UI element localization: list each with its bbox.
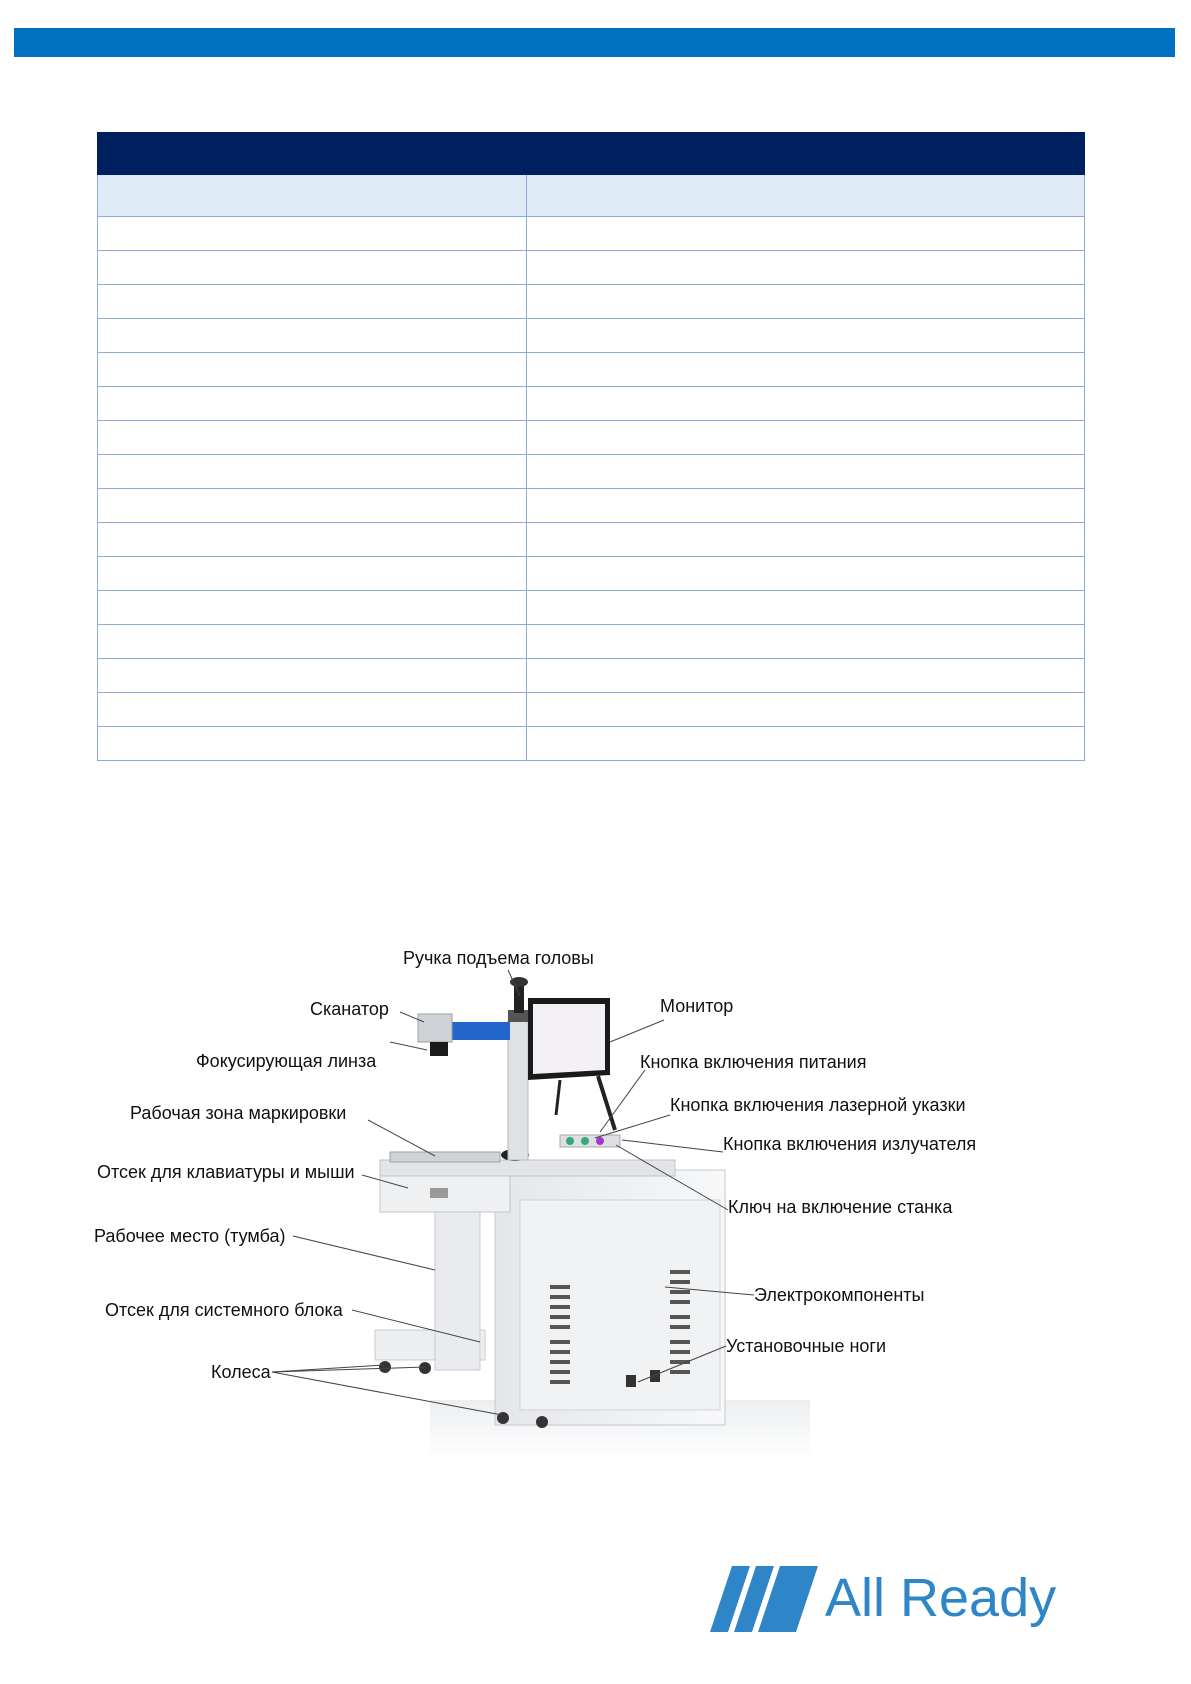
callout-power-button: Кнопка включения питания xyxy=(640,1052,867,1072)
table-cell xyxy=(527,251,1085,285)
table-row xyxy=(98,693,1085,727)
table-row xyxy=(98,421,1085,455)
callout-keyboard-compartment: Отсек для клавиатуры и мыши xyxy=(97,1162,355,1182)
table-row xyxy=(98,727,1085,761)
table-cell xyxy=(527,727,1085,761)
table-cell xyxy=(527,659,1085,693)
table-cell xyxy=(98,421,527,455)
callout-scanner: Сканатор xyxy=(310,999,389,1019)
logo-mark xyxy=(710,1564,820,1634)
table-header-cell xyxy=(527,133,1085,175)
table-cell xyxy=(527,319,1085,353)
callout-focusing-lens: Фокусирующая линза xyxy=(196,1051,377,1071)
table-row xyxy=(98,217,1085,251)
callout-leveling-feet: Установочные ноги xyxy=(726,1336,887,1356)
spec-table xyxy=(97,132,1085,761)
table-cell xyxy=(98,659,527,693)
table-cell xyxy=(98,727,527,761)
focus-lens xyxy=(430,1042,448,1056)
monitor-screen xyxy=(533,1004,605,1074)
logo-text: All Ready xyxy=(825,1568,1057,1628)
table-cell xyxy=(527,421,1085,455)
table-cell xyxy=(98,319,527,353)
laser-machine-figure xyxy=(90,870,1090,1460)
table-cell xyxy=(527,489,1085,523)
table-cell xyxy=(527,217,1085,251)
table-row xyxy=(98,455,1085,489)
wheel xyxy=(497,1412,509,1424)
table-cell xyxy=(98,387,527,421)
callout-laser-pointer-button: Кнопка включения лазерной указки xyxy=(670,1095,966,1115)
leveling-foot xyxy=(626,1375,636,1387)
table-cell xyxy=(98,217,527,251)
table-cell xyxy=(98,175,527,217)
table-row xyxy=(98,557,1085,591)
table-row xyxy=(98,625,1085,659)
table-cell xyxy=(527,353,1085,387)
scanner-head xyxy=(418,1014,452,1042)
table-cell xyxy=(527,523,1085,557)
table-row xyxy=(98,353,1085,387)
table-subheader-row xyxy=(98,175,1085,217)
table-cell xyxy=(527,285,1085,319)
table-header-row xyxy=(98,133,1085,175)
table-cell xyxy=(527,625,1085,659)
table-row xyxy=(98,591,1085,625)
callout-workplace: Рабочее место (тумба) xyxy=(94,1226,286,1246)
table-cell xyxy=(527,591,1085,625)
table-row xyxy=(98,251,1085,285)
wheel xyxy=(379,1361,391,1373)
callout-electrocomponents: Электрокомпоненты xyxy=(754,1285,925,1305)
table-cell xyxy=(98,693,527,727)
table-cell xyxy=(98,285,527,319)
table-row xyxy=(98,319,1085,353)
table-row xyxy=(98,523,1085,557)
callout-machine-key: Ключ на включение станка xyxy=(728,1197,953,1217)
table-cell xyxy=(98,557,527,591)
table-cell xyxy=(527,693,1085,727)
top-accent-bar xyxy=(14,28,1175,57)
table-cell xyxy=(98,251,527,285)
table-cell xyxy=(98,523,527,557)
callout-marking-zone: Рабочая зона маркировки xyxy=(130,1103,347,1123)
table-row xyxy=(98,489,1085,523)
pedestal xyxy=(435,1210,480,1370)
table-cell xyxy=(98,455,527,489)
table-cell xyxy=(98,591,527,625)
callout-wheels: Колеса xyxy=(211,1362,271,1382)
callout-emitter-button: Кнопка включения излучателя xyxy=(723,1134,977,1154)
drawer-handle xyxy=(430,1188,448,1198)
company-logo xyxy=(710,1560,1110,1640)
table-cell xyxy=(98,353,527,387)
lift-handle xyxy=(514,985,524,1013)
callout-monitor: Монитор xyxy=(660,996,734,1016)
wheel xyxy=(419,1362,431,1374)
table-row xyxy=(98,285,1085,319)
callout-head-lift-handle: Ручка подъема головы xyxy=(403,948,594,968)
table-cell xyxy=(527,557,1085,591)
wheel xyxy=(536,1416,548,1428)
table-row xyxy=(98,659,1085,693)
table-row xyxy=(98,387,1085,421)
marking-grid xyxy=(390,1152,500,1162)
table-header-cell xyxy=(98,133,527,175)
column xyxy=(508,1020,528,1160)
table-cell xyxy=(98,489,527,523)
callout-system-unit-compartment: Отсек для системного блока xyxy=(105,1300,343,1320)
table-cell xyxy=(527,387,1085,421)
table-cell xyxy=(527,175,1085,217)
table-cell xyxy=(527,455,1085,489)
table-cell xyxy=(98,625,527,659)
